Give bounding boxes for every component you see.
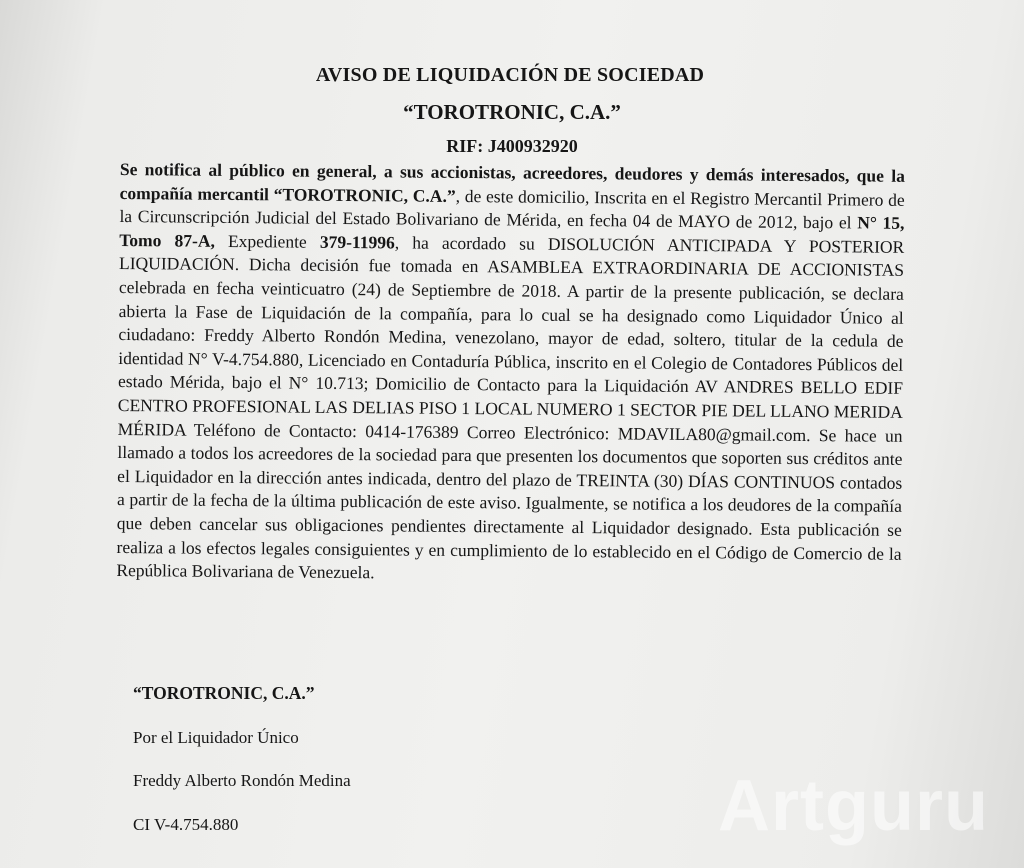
liquidator-ci: CI V-4.754.880	[133, 815, 239, 834]
body-main-text: , ha acordado su DISOLUCIÓN ANTICIPADA Y POSTERIOR LIQUIDACIÓN. Dicha decisión fue tomada en ASAMBLEA EXTRAORDINARIA DE ACCIONISTAS celebrada en fecha veinticuatro (24) de Septiembre de 2018. A partir de la presente publicación, se declara abierta la Fase de Liquidación de la compañía, para lo cual se ha designado como Liquidador Único al ciudadano: Freddy Alberto Rondón Medina, venezolano, mayor de edad, soltero, titular de la cedula de identidad N° V-4.754.880, Licenciado en Contaduría Pública, inscrito en el Colegio de Contadores Públicos del estado Mérida, bajo el N° 10.713; Domicilio de Contacto para la Liquidación AV ANDRES BELLO EDIF CENTRO PROFESIONAL LAS DELIAS PISO 1 LOCAL NUMERO 1 SECTOR PIE DEL LLANO MERIDA MÉRIDA Teléfono de Contacto: 0414-176389 Correo Electrónico: MDAVILA80@gmail.com. Se hace un llamado a todos los acreedores de la sociedad para que presenten los documentos que soporten sus créditos ante el Liquidador en la dirección antes indicada, dentro del plazo de TREINTA (30) DÍAS CONTINUOS contados a partir de la fecha de la última publicación de este aviso. Igualmente, se notifica a los deudores de la compañía que deben cancelar sus obligaciones pendientes directamente al Liquidador designado. Esta publicación se realiza a los efectos legales consiguientes y en cumplimiento de lo establecido en el Código de Comercio de la República Bolivariana de Venezuela.	[116, 232, 905, 583]
registry-number: N° 15, Tomo 87-A,	[119, 212, 905, 251]
company-inline: “TOROTRONIC, C.A.”	[273, 183, 456, 206]
rif-number: RIF: J400932920	[446, 136, 578, 156]
document-title: AVISO DE LIQUIDACIÓN DE SOCIEDAD	[315, 64, 705, 86]
notice-body	[116, 158, 905, 590]
liquidator-name: Freddy Alberto Rondón Medina	[133, 771, 351, 790]
closing-by-line: Por el Liquidador Único	[133, 728, 299, 747]
body-expediente-label: Expediente	[214, 230, 320, 252]
body-intro: Se notifica al público en general, a sus accionistas, acreedores, deudores y demás interesados, que la compañía mercantil	[119, 158, 905, 204]
body-registry-text: , de este domicilio, Inscrita en el Registro Mercantil Primero de la Circunscripción Judicial del Estado Bolivariano de Mérida, en fecha 04 de MAYO de 2012, bajo el	[119, 185, 905, 233]
watermark-text: Artguru	[718, 766, 989, 846]
company-heading: “TOROTRONIC, C.A.”	[403, 100, 621, 124]
expediente-number: 379-11996	[319, 231, 395, 253]
closing-company: “TOROTRONIC, C.A.”	[133, 683, 315, 703]
